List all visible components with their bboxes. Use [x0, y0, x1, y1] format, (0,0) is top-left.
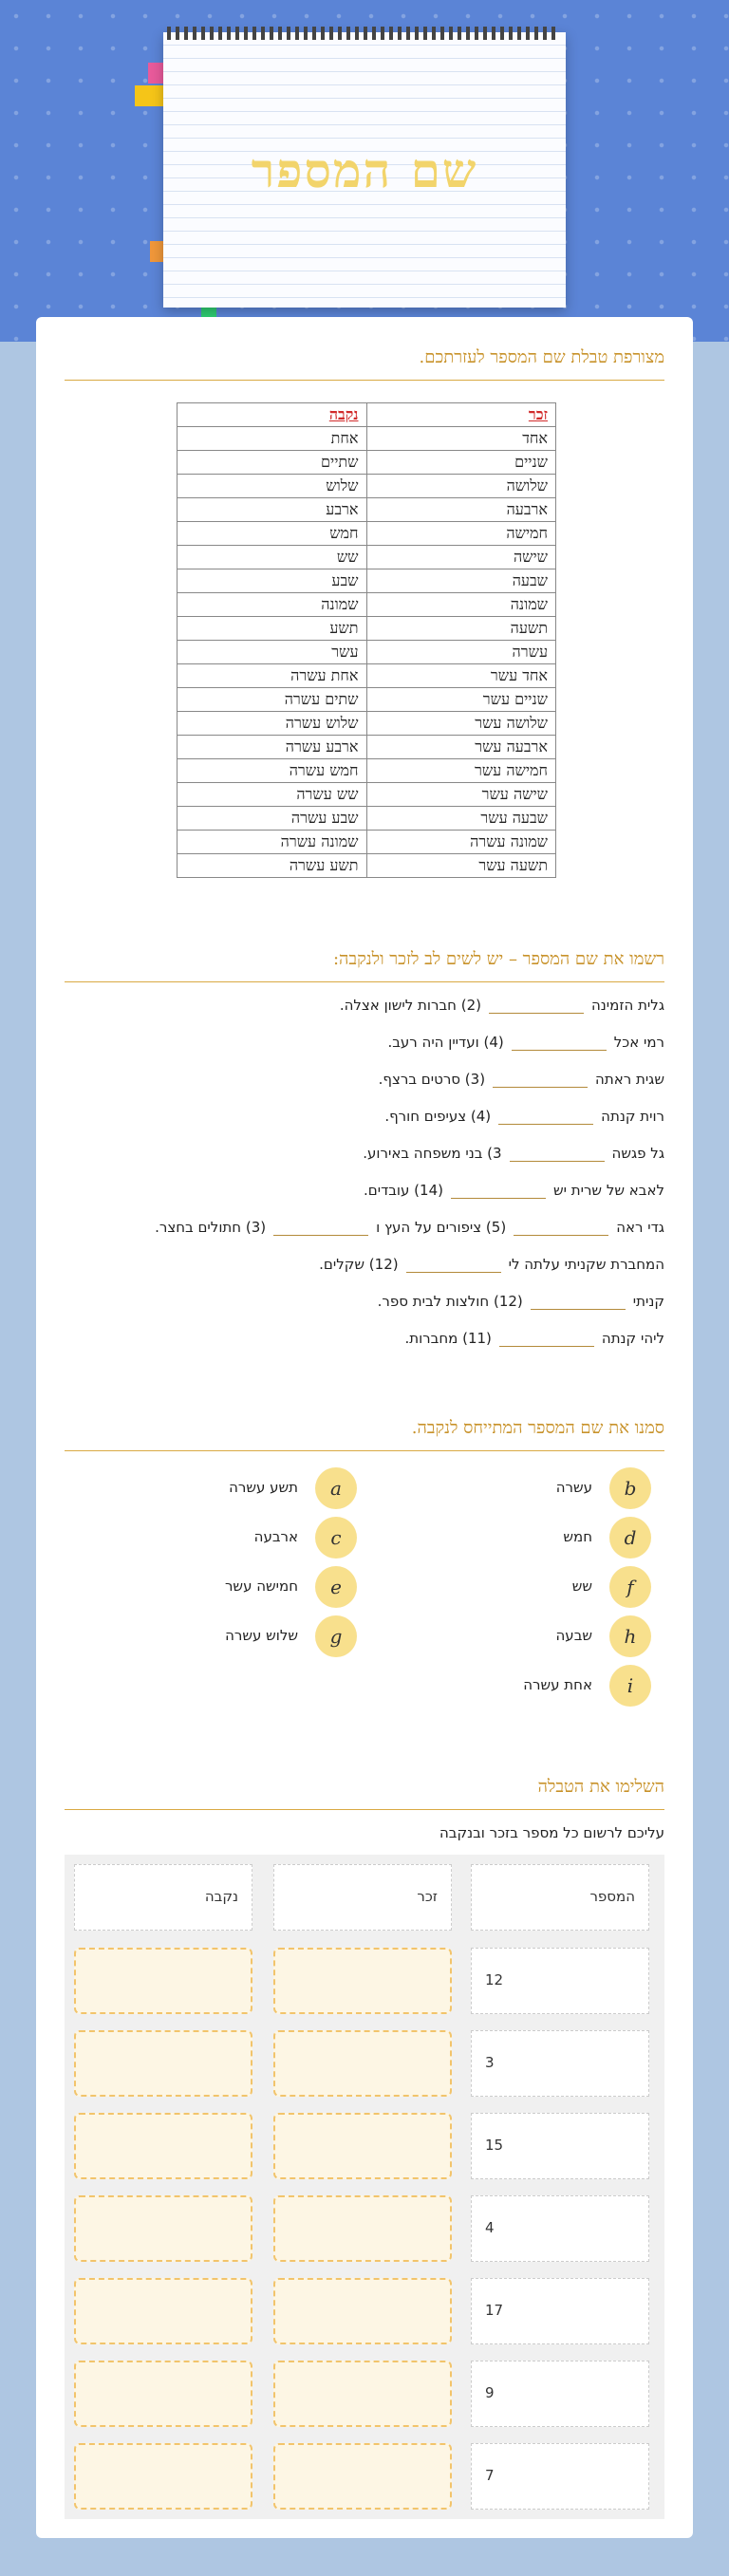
option-letter-badge[interactable]: h [609, 1615, 651, 1657]
option-letter-badge[interactable]: i [609, 1665, 651, 1707]
female-cell: עשר [178, 641, 367, 664]
male-input[interactable] [273, 2361, 452, 2427]
male-cell: שמונה עשרה [366, 831, 556, 854]
header-cell-number [471, 1864, 649, 1931]
female-cell: תשע עשרה [178, 854, 367, 878]
sentence-text: (14) עובדים. [364, 1182, 443, 1199]
choice-option[interactable] [72, 1615, 357, 1659]
number-cell [471, 2030, 649, 2097]
choice-option[interactable] [72, 1517, 357, 1560]
sentence-text: שגית ראתה [595, 1071, 664, 1088]
section2-title: רשמו את שם המספר – יש לשים לב לזכר ולנקבה: [332, 949, 664, 969]
female-cell: אחת [178, 427, 367, 451]
sentence-text: גדי ראה [616, 1219, 664, 1236]
number-value: 12 [485, 1971, 504, 1988]
number-table [177, 402, 556, 878]
option-letter-badge[interactable]: f [609, 1566, 651, 1608]
fill-sentence [364, 1182, 664, 1199]
page-title: שם המספר [251, 142, 478, 198]
fill-sentence [363, 1145, 664, 1162]
option-label: ארבעה [253, 1528, 298, 1545]
choice-option[interactable] [366, 1467, 651, 1511]
table-row [178, 854, 556, 878]
sentence-text: (12) שקלים. [319, 1256, 399, 1273]
female-cell: שש [178, 546, 367, 569]
number-value: 7 [485, 2467, 495, 2484]
section1-title: מצורפת טבלת שם המספר לעזרתכם. [419, 347, 664, 367]
answer-blank[interactable] [531, 1294, 626, 1310]
answer-blank[interactable] [499, 1331, 594, 1347]
table-row [178, 475, 556, 498]
table-row [178, 569, 556, 593]
option-label: אחת עשרה [523, 1676, 592, 1693]
male-cell: אחד [366, 427, 556, 451]
sentence-text: המחברת שקניתי עלתה לי [508, 1256, 664, 1273]
sentence-text: (2) חברות לישון אצלה. [339, 997, 481, 1014]
male-input[interactable] [273, 2195, 452, 2262]
number-cell [471, 2195, 649, 2262]
table-row [178, 759, 556, 783]
sentence-text: קניתי [632, 1293, 664, 1310]
table-header-row [178, 403, 556, 427]
option-label: תשע עשרה [229, 1479, 298, 1496]
number-value: 17 [485, 2302, 504, 2319]
answer-blank[interactable] [273, 1220, 368, 1236]
col-male-header: זכר [366, 403, 556, 427]
male-input[interactable] [273, 2113, 452, 2179]
number-cell [471, 2113, 649, 2179]
option-letter-badge[interactable]: e [315, 1566, 357, 1608]
table-row [178, 498, 556, 522]
male-cell: שלושה עשר [366, 712, 556, 736]
table-row [178, 451, 556, 475]
choice-option[interactable] [72, 1566, 357, 1610]
male-input[interactable] [273, 1948, 452, 2014]
sentence-text: גל פגשה [611, 1145, 664, 1162]
table-row [178, 736, 556, 759]
choice-option[interactable] [366, 1665, 651, 1708]
female-input[interactable] [74, 1948, 252, 2014]
option-label: שלוש עשרה [225, 1627, 298, 1644]
fill-sentence [387, 1034, 664, 1051]
female-input[interactable] [74, 2361, 252, 2427]
fill-sentence [378, 1293, 664, 1310]
female-cell: שבע [178, 569, 367, 593]
sentence-text: לאבא של שרית יש [553, 1182, 664, 1199]
number-value: 4 [485, 2219, 495, 2236]
table-row [178, 688, 556, 712]
male-cell: ארבעה [366, 498, 556, 522]
option-label: עשרה [555, 1479, 592, 1496]
table-row [178, 427, 556, 451]
table-row [178, 617, 556, 641]
option-label: חמש [563, 1528, 592, 1545]
table-row [178, 712, 556, 736]
header-cell-female [74, 1864, 252, 1931]
male-cell: שבעה [366, 569, 556, 593]
section2-rule [65, 981, 664, 982]
fill-sentence [155, 1219, 664, 1236]
female-input[interactable] [74, 2113, 252, 2179]
fill-sentence [384, 1108, 664, 1125]
male-input[interactable] [273, 2278, 452, 2344]
section3-title: סמנו את שם המספר המתייחס לנקבה. [411, 1418, 664, 1438]
male-cell: שישה עשר [366, 783, 556, 807]
option-label: חמישה עשר [224, 1577, 298, 1595]
male-cell: אחד עשר [366, 664, 556, 688]
answer-blank[interactable] [512, 1035, 607, 1051]
female-input[interactable] [74, 2195, 252, 2262]
sentence-text: (3) סרטים ברצף. [378, 1071, 486, 1088]
female-cell: שמונה עשרה [178, 831, 367, 854]
section4-title: השלימו את הטבלה [537, 1777, 664, 1797]
table-row [178, 593, 556, 617]
col-female-header: נקבה [178, 403, 367, 427]
option-letter-badge[interactable]: b [609, 1467, 651, 1509]
female-input[interactable] [74, 2030, 252, 2097]
male-cell: חמישה עשר [366, 759, 556, 783]
male-cell: שלושה [366, 475, 556, 498]
section4-instruction: עליכם לרשום כל מספר בזכר ובנקבה [439, 1824, 664, 1841]
fill-sentence [340, 997, 664, 1014]
sentence-text: (12) חולצות לבית ספר. [377, 1293, 523, 1310]
number-value: 9 [485, 2384, 495, 2401]
table-row [178, 546, 556, 569]
answer-blank[interactable] [514, 1220, 608, 1236]
male-cell: ארבעה עשר [366, 736, 556, 759]
male-cell: עשרה [366, 641, 556, 664]
section4-rule [65, 1809, 664, 1810]
male-cell: שמונה [366, 593, 556, 617]
sentence-text: (3) חתולים בחצר. [155, 1219, 267, 1236]
answer-blank[interactable] [451, 1183, 546, 1199]
fill-sentence [379, 1071, 664, 1088]
sentence-text: רוית קנתה [601, 1108, 664, 1125]
number-cell [471, 2361, 649, 2427]
table-row [178, 664, 556, 688]
option-letter-badge[interactable]: c [315, 1517, 357, 1559]
answer-blank[interactable] [493, 1072, 588, 1088]
table-row [178, 783, 556, 807]
col-female-label: נקבה [204, 1888, 238, 1905]
option-label: שש [571, 1577, 592, 1595]
male-cell: שישה [366, 546, 556, 569]
option-letter-badge[interactable]: d [609, 1517, 651, 1559]
option-label: שבעה [555, 1627, 592, 1644]
male-input[interactable] [273, 2443, 452, 2510]
male-cell: חמישה [366, 522, 556, 546]
choice-option[interactable] [72, 1467, 357, 1511]
col-number-label: המספר [589, 1888, 635, 1905]
choice-option[interactable] [366, 1566, 651, 1610]
sentence-text: (11) מחברות. [404, 1330, 492, 1347]
female-input[interactable] [74, 2278, 252, 2344]
col-male-label: זכר [417, 1888, 438, 1905]
option-letter-badge[interactable]: g [315, 1615, 357, 1657]
female-cell: חמש עשרה [178, 759, 367, 783]
male-cell: שניים עשר [366, 688, 556, 712]
sentence-text: (5) ציפורים על העץ ו [376, 1219, 507, 1236]
answer-blank[interactable] [510, 1146, 605, 1162]
female-cell: שלוש עשרה [178, 712, 367, 736]
female-input[interactable] [74, 2443, 252, 2510]
female-cell: שמונה [178, 593, 367, 617]
choice-option[interactable] [366, 1615, 651, 1659]
female-cell: תשע [178, 617, 367, 641]
male-cell: שניים [366, 451, 556, 475]
number-cell [471, 2278, 649, 2344]
number-value: 15 [485, 2137, 504, 2154]
completion-table [65, 1855, 664, 2519]
female-cell: אחת עשרה [178, 664, 367, 688]
table-row [178, 807, 556, 831]
number-cell [471, 1948, 649, 2014]
header-cell-male [273, 1864, 452, 1931]
answer-blank[interactable] [498, 1109, 593, 1125]
male-input[interactable] [273, 2030, 452, 2097]
female-cell: ארבע [178, 498, 367, 522]
option-letter-badge[interactable]: a [315, 1467, 357, 1509]
sentence-text: גלית הזמינה [590, 997, 664, 1014]
female-cell: שלוש [178, 475, 367, 498]
section1-rule [65, 380, 664, 381]
number-value: 3 [485, 2054, 495, 2071]
female-cell: ארבע עשרה [178, 736, 367, 759]
sentence-text: 3) בני משפחה באירוע. [363, 1145, 502, 1162]
answer-blank[interactable] [406, 1257, 501, 1273]
section3-rule [65, 1450, 664, 1451]
fill-sentence [404, 1330, 664, 1347]
choice-option[interactable] [366, 1517, 651, 1560]
fill-sentence [319, 1256, 664, 1273]
sentence-text: (4) ועדיין היה רעב. [387, 1034, 504, 1051]
number-cell [471, 2443, 649, 2510]
female-cell: שש עשרה [178, 783, 367, 807]
male-cell: שבעה עשר [366, 807, 556, 831]
female-cell: שתים עשרה [178, 688, 367, 712]
answer-blank[interactable] [489, 998, 584, 1014]
sentence-text: (4) צעיפים חורף. [384, 1108, 492, 1125]
female-cell: חמש [178, 522, 367, 546]
male-cell: תשעה עשר [366, 854, 556, 878]
table-row [178, 831, 556, 854]
sentence-text: רמי אכל [613, 1034, 664, 1051]
female-cell: שבע עשרה [178, 807, 367, 831]
notepad-spiral [167, 27, 560, 40]
table-row [178, 641, 556, 664]
yellow-tab [135, 85, 163, 106]
male-cell: תשעה [366, 617, 556, 641]
female-cell: שתיים [178, 451, 367, 475]
sentence-text: ליהי קנתה [601, 1330, 664, 1347]
table-row [178, 522, 556, 546]
